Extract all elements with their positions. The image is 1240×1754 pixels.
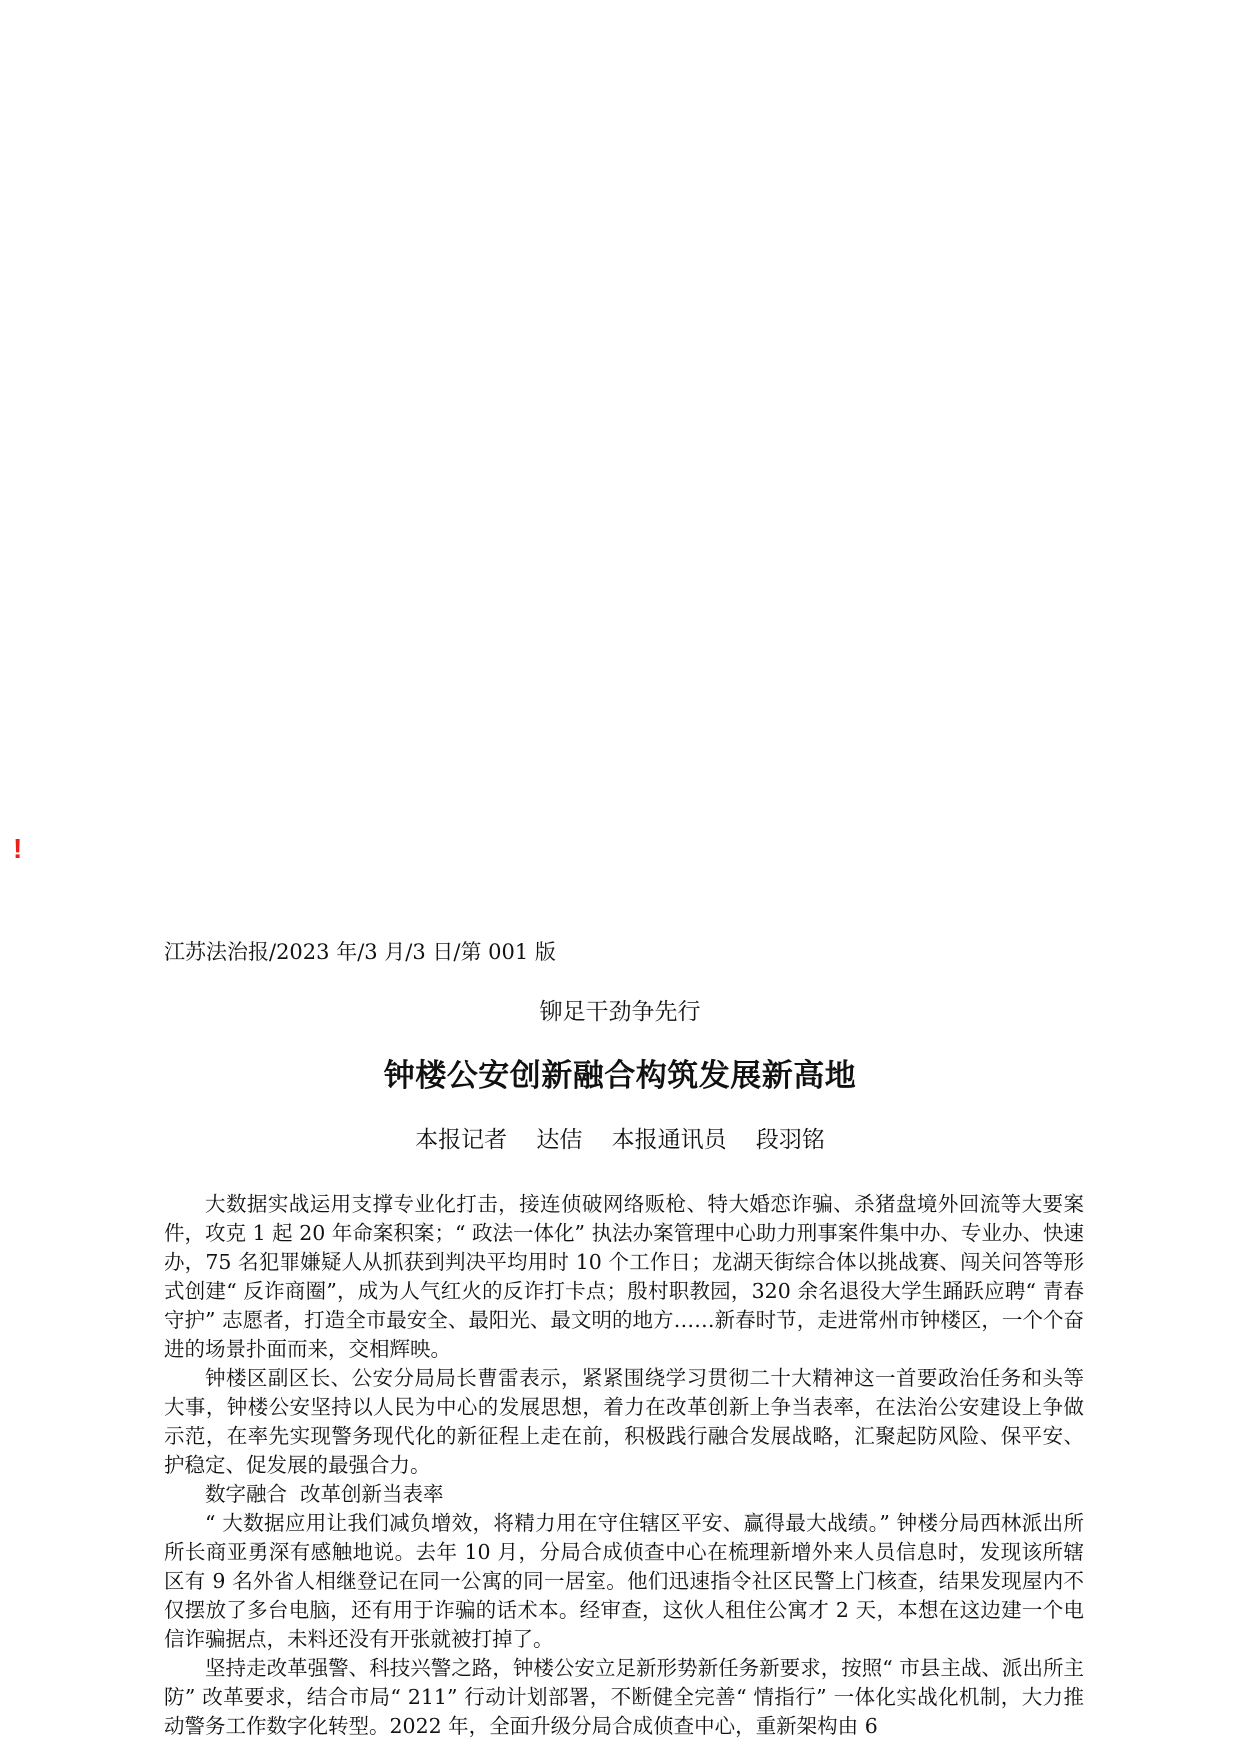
- body-paragraph: “ 大数据应用让我们减负增效，将精力用在守住辖区平安、赢得最大战绩。” 钟楼分局西林派出所所长商亚勇深有感触地说。去年 10 月，分局合成侦查中心在梳理新增外来人员信息时，发现该所辖区有 9 名外省人相继登记在同一公寓的同一居室。他们迅速指令社区民警上门核查，结果发现屋内不仅摆放了多台电脑，还有用于诈骗的话术本。经审查，这伙人租住公寓才 2 天，本想在这边建一个电信诈骗据点，未料还没有开张就被打掉了。: [164, 1511, 1084, 1651]
- body-paragraph: 钟楼区副区长、公安分局局长曹雷表示，紧紧围绕学习贯彻二十大精神这一首要政治任务和头等大事，钟楼公安坚持以人民为中心的发展思想，着力在改革创新上争当表率，在法治公安建设上争做示范，在率先实现警务现代化的新征程上走在前，积极践行融合发展战略，汇聚起防风险、保平安、护稳定、促发展的最强合力。: [164, 1366, 1084, 1477]
- article-headline: 钟楼公安创新融合构筑发展新高地: [383, 1058, 857, 1094]
- body-paragraph: 坚持走改革强警、科技兴警之路，钟楼公安立足新形势新任务新要求，按照“ 市县主战、派出所主防” 改革要求，结合市局“ 211” 行动计划部署，不断健全完善“ 情指行” 一体化实战化机制，大力推动警务工作数字化转型。2022 年，全面升级分局合成侦查中心，重新架构由 6: [164, 1656, 1084, 1738]
- kicker-title: 铆足干劲争先行: [539, 999, 701, 1025]
- body-paragraph: 大数据实战运用支撑专业化打击，接连侦破网络贩枪、特大婚恋诈骗、杀猪盘境外回流等大要案件，攻克 1 起 20 年命案积案；“ 政法一体化” 执法办案管理中心助力刑事案件集中办、专业办、快速办，75 名犯罪嫌疑人从抓获到判决平均用时 10 个工作日；龙湖天街综合体以挑战赛、闯关问答等形式创建“ 反诈商圈”，成为人气红火的反诈打卡点；殷村职教园，320 余名退役大学生踊跃应聘“ 青春守护” 志愿者，打造全市最安全、最阳光、最文明的地方……新春时节，走进常州市钟楼区，一个个奋进的场景扑面而来，交相辉映。: [164, 1192, 1084, 1361]
- article-body: [164, 1190, 1084, 1741]
- byline: 本报记者 达佶 本报通讯员 段羽铭: [415, 1127, 825, 1153]
- warning-mark: !: [13, 833, 23, 864]
- source-line: 江苏法治报/2023 年/3 月/3 日/第 001 版: [164, 940, 556, 964]
- section-subheading: 数字融合 改革创新当表率: [205, 1482, 444, 1506]
